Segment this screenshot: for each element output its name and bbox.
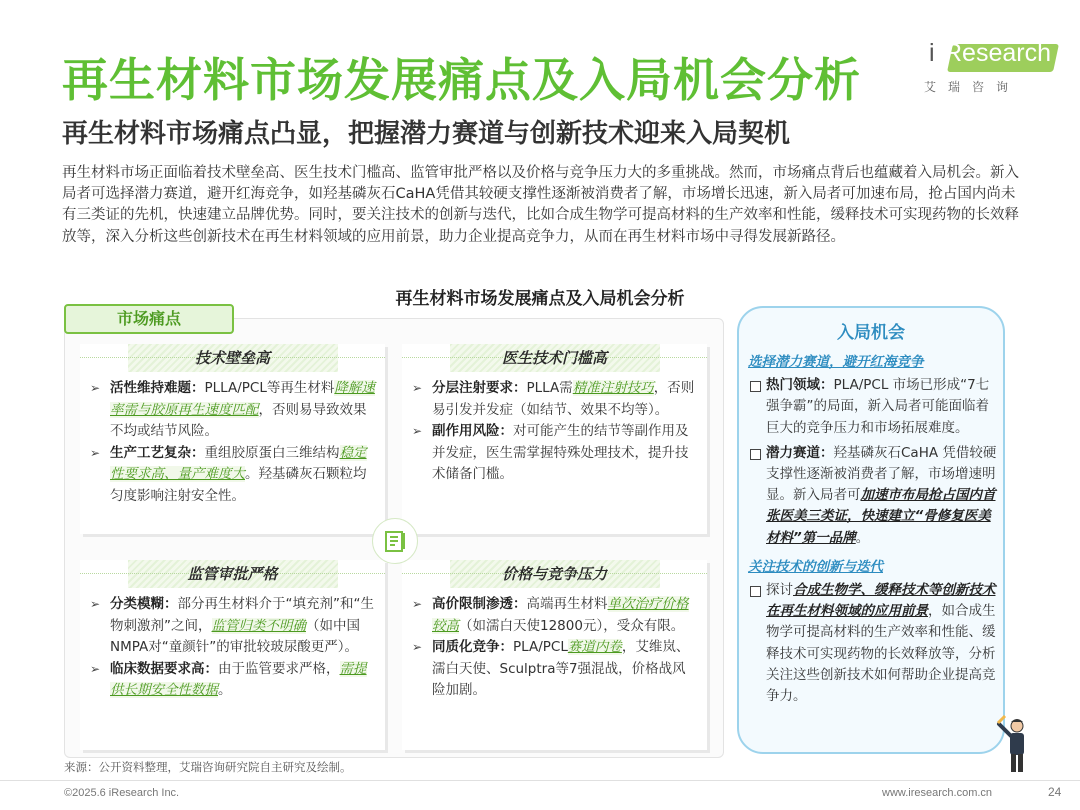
bullet-text: ，艾维岚、濡白天使、Sculptra等7强混战，价格战风险加剧。 bbox=[432, 639, 690, 698]
bullet-highlight: 监管归类不明确 bbox=[211, 617, 306, 634]
bullet-text: 。羟基磷灰石颗粒均匀度影响注射安全性。 bbox=[110, 466, 367, 504]
opportunity-body bbox=[748, 352, 998, 707]
bullet-highlight: 降解速率需与胶原再生速度匹配 bbox=[110, 380, 375, 418]
bullet-item bbox=[90, 443, 377, 508]
footer-divider bbox=[0, 780, 1080, 781]
source-note: 来源：公开资料整理，艾瑞咨询研究院自主研究及绘制。 bbox=[64, 760, 352, 774]
bullet-text: 。 bbox=[218, 682, 232, 698]
bullet-text: PLLA/PCL等再生材料 bbox=[204, 380, 335, 396]
card-header bbox=[402, 344, 707, 372]
bullet-label: 同质化竞争： bbox=[432, 639, 513, 655]
card-header bbox=[80, 560, 385, 588]
opportunity-title: 入局机会 bbox=[837, 323, 905, 343]
bullet-text: ，否则易导致效果不均或结节风险。 bbox=[110, 401, 367, 439]
bullet-text: PLLA需 bbox=[526, 380, 573, 396]
item-label: 潜力赛道： bbox=[766, 444, 834, 461]
page-title: 再生材料市场发展痛点及入局机会分析 bbox=[62, 53, 861, 107]
card-tech-barrier bbox=[80, 344, 385, 534]
opportunity-item bbox=[748, 375, 998, 439]
website-url[interactable]: www.iresearch.com.cn bbox=[882, 787, 993, 799]
item-text: PLA/PCL 市场已形成“7七强争霸”的局面，新入局者可能面临着巨大的竞争压力和市场拓展难度。 bbox=[766, 377, 990, 436]
card-header bbox=[402, 560, 707, 588]
card-title: 技术壁垒高 bbox=[128, 344, 338, 372]
bullet-item bbox=[90, 378, 377, 443]
bullet-item bbox=[412, 378, 699, 421]
bullet-label: 副作用风险： bbox=[432, 423, 513, 439]
bullet-highlight: 单次治疗价格较高 bbox=[432, 596, 689, 634]
logo-subtitle: 艾瑞咨询 bbox=[924, 80, 1021, 94]
iresearch-logo bbox=[920, 38, 1060, 98]
opportunity-section-heading: 选择潜力赛道，避开红海竞争 bbox=[748, 354, 924, 370]
bullet-highlight: 精准注射技巧 bbox=[572, 380, 654, 396]
page-number: 24 bbox=[1048, 785, 1062, 799]
item-emphasis: 合成生物学、缓释技术等创新技术在再生材料领域的应用前景 bbox=[766, 582, 996, 620]
bullet-highlight: 赛道内卷 bbox=[567, 639, 622, 655]
bullet-text: 部分再生材料介于“填充剂”和“生物刺激剂”之间， bbox=[110, 596, 374, 634]
card-header bbox=[80, 344, 385, 372]
bullet-text: 对可能产生的结节等副作用及并发症，医生需掌握特殊处理技术，提升技术储备门槛。 bbox=[432, 423, 689, 482]
diagram-title: 再生材料市场发展痛点及入局机会分析 bbox=[395, 289, 685, 309]
card-title: 价格与竞争压力 bbox=[450, 560, 660, 588]
logo-brand-i: i bbox=[929, 39, 935, 67]
intro-paragraph: 再生材料市场正面临着技术壁垒高、医生技术门槛高、监管审批严格以及价格与竞争压力大的多重挑战。然而，市场痛点背后也蕴藏着入局机会。新入局者可选择潜力赛道，避开红海竞争，如羟基磷灰石CaHA凭借其较硬支撑性逐渐被消费者了解，市场增长迅速，新入局者可加速布局，抢占国内尚未有三类证的先机，快速建立品牌优势。同时，要关注技术的创新与迭代，比如合成生物学可提高材料的生产效率和性能，缓释技术可实现药物的长效释放等，深入分析这些创新技术在再生材料领域的应用前景，助力企业提高竞争力，从而在再生材料市场中寻得发展新路径。 bbox=[62, 165, 1019, 245]
person-pointing-illustration bbox=[995, 714, 1035, 774]
bullet-item bbox=[90, 594, 377, 659]
bullet-highlight: 稳定性要求高、量产难度大 bbox=[110, 444, 367, 482]
bullet-text: 高端再生材料 bbox=[526, 596, 608, 612]
item-text: 探讨 bbox=[766, 582, 793, 599]
bullet-highlight: 需提供长期安全性数据 bbox=[110, 660, 367, 698]
bullet-label: 高价限制渗透： bbox=[432, 596, 527, 612]
page-subtitle: 再生材料市场痛点凸显，把握潜力赛道与创新技术迎来入局契机 bbox=[62, 119, 791, 149]
bullet-label: 生产工艺复杂： bbox=[110, 444, 205, 461]
opportunity-item bbox=[748, 443, 998, 549]
bullet-text: 重组胶原蛋白三维结构 bbox=[204, 444, 340, 461]
bullet-label: 分层注射要求： bbox=[432, 380, 527, 396]
bullet-item bbox=[412, 637, 699, 702]
document-icon bbox=[372, 518, 418, 564]
bullet-label: 活性维持难题： bbox=[110, 380, 205, 396]
bullet-label: 临床数据要求高： bbox=[110, 660, 218, 677]
bullet-item bbox=[412, 594, 699, 637]
bullet-item bbox=[412, 421, 699, 486]
bullet-text: 由于监管要求严格， bbox=[218, 660, 340, 677]
item-emphasis: 加速市布局抢占国内首张医美三类证，快速建立“骨修复医美材料”第一品牌 bbox=[766, 487, 996, 546]
copyright: ©2025.6 iResearch Inc. bbox=[64, 787, 180, 799]
bullet-label: 分类模糊： bbox=[110, 596, 178, 612]
card-price-competition bbox=[402, 560, 707, 750]
item-text: 。 bbox=[855, 529, 870, 546]
bullet-text: （如濡白天使12800元），受众有限。 bbox=[459, 617, 685, 634]
card-title: 监管审批严格 bbox=[128, 560, 338, 588]
card-regulation bbox=[80, 560, 385, 750]
pain-points-tab: 市场痛点 bbox=[64, 304, 234, 334]
card-title: 医生技术门槛高 bbox=[450, 344, 660, 372]
opportunity-section-heading: 关注技术的创新与迭代 bbox=[748, 558, 883, 575]
item-label: 热门领域： bbox=[766, 377, 834, 394]
logo-brand-text: Research bbox=[944, 39, 1051, 67]
bullet-text: （如中国NMPA对“童颜针”的审批较玻尿酸更严）。 bbox=[110, 617, 360, 655]
card-doctor-threshold bbox=[402, 344, 707, 534]
bullet-text: ，否则易引发并发症（如结节、效果不均等）。 bbox=[432, 380, 695, 418]
item-text: ，如合成生物学可提高材料的生产效率和性能、缓释技术可实现药物的长效释放等，分析关注这些创新技术如何帮助企业提高竞争力。 bbox=[766, 603, 996, 705]
bullet-item bbox=[90, 659, 377, 702]
bullet-text: PLA/PCL bbox=[513, 639, 568, 655]
opportunity-item bbox=[748, 580, 998, 707]
item-text: 羟基磷灰石CaHA 凭借较硬支撑性逐渐被消费者了解，市场增速明显。新入局者可 bbox=[766, 444, 997, 504]
